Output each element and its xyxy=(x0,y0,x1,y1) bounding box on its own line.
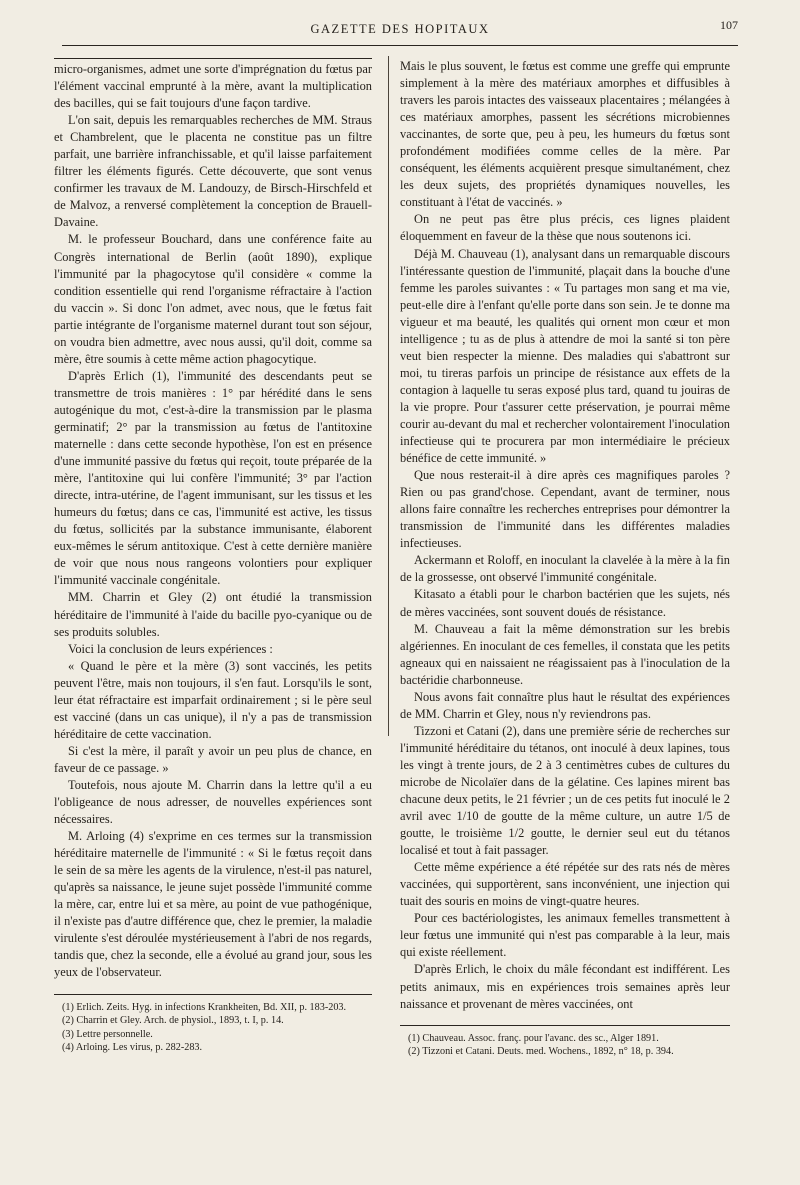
paragraph: Pour ces bactériologistes, les animaux femelles transmettent à leur fœtus une immunité qui n'est pas comparable à la leur, mais qui existe réellement. xyxy=(400,911,730,960)
paragraph: Toutefois, nous ajoute M. Charrin dans la lettre qu'il a eu l'obligeance de nous adresser, de nouvelles expériences sont nécessaires. xyxy=(54,777,372,827)
paragraph: M. Chauveau a fait la même démonstration sur les brebis algériennes. En inoculant de ces femelles, il constata que les petits agneaux qui en naissaient ne réagissaient pas à l'inoculation de la bactéridie charbonneuse. xyxy=(400,621,730,687)
paragraph: micro-organismes, admet une sorte d'imprégnation du fœtus par l'élément vaccinal emprunté à la mère, avant la multiplication des bacilles, qui se fait toujours d'une façon tardive. xyxy=(54,62,372,111)
footnote: (2) Tizzoni et Catani. Deuts. med. Wochens., 1892, n° 18, p. 394. xyxy=(408,1046,674,1058)
footnote: (1) Chauveau. Assoc. franç. pour l'avanc. des sc., Alger 1891. xyxy=(408,1032,659,1044)
header-rule xyxy=(62,45,738,46)
paragraph: Nous avons fait connaître plus haut le résultat des expériences de MM. Charrin et Gley, nous n'y reviendrons pas. xyxy=(400,689,730,721)
paragraph: Mais le plus souvent, le fœtus est comme une greffe qui emprunte simplement à la mère des matériaux amorphes et diffusibles à travers les parois intactes des vaisseaux placentaires ; mélangées à ces matériaux amorphes, passent les sécrétions microbiennes vaccinantes, de sorte que, peu à peu, les humeurs du fœtus sont profondément modifiées comme celles de la mère. Par conséquent, les éléments acquièrent presque simultanément, chez les deux sujets, des propriétés dynamiques nouvelles, les constituant à l'état de vaccinés. » xyxy=(400,59,730,210)
footnote-rule xyxy=(54,994,372,995)
paragraph: M. le professeur Bouchard, dans une conférence faite au Congrès international de Berlin (août 1890), explique l'immunité par la phagocytose qu'il considère « comme la condition essentielle qui rend l'organisme réfractaire à l'action du vaccin ». Si donc l'on admet, avec nous, que le fœtus fait partie intégrante de l'organisme maternel durant tout son séjour, on voudra bien admettre, avec nous aussi, qu'il doit, comme sa mère, être soumis à cette même action phagocytique. xyxy=(54,232,372,366)
left-column xyxy=(54,58,372,1148)
paragraph: Ackermann et Roloff, en inoculant la clavelée à la mère à la fin de la grossesse, ont observé l'immunité congénitale. xyxy=(400,553,730,585)
column-top-rule xyxy=(54,58,372,59)
paragraph: « Quand le père et la mère (3) sont vaccinés, les petits peuvent l'être, mais non toujours, il s'en faut. Lorsqu'ils le sont, leur état réfractaire est imparfait ordinairement ; si le père seul est vacciné (dans un cas unique), il n'y a pas de transmission héréditaire de cette vaccination. xyxy=(54,658,372,741)
footnote-rule xyxy=(400,1025,730,1026)
page-header xyxy=(0,16,800,48)
footnotes-right xyxy=(400,1032,730,1059)
page-number: 107 xyxy=(720,18,738,32)
column-divider xyxy=(388,56,389,736)
running-title: GAZETTE DES HOPITAUX xyxy=(310,22,490,36)
paragraph: L'on sait, depuis les remarquables recherches de MM. Straus et Chambrelent, que le placenta ne constitue pas un filtre parfait, une barrière infranchissable, et qu'il laisse parfaitement filtrer les éléments figurés. Cette découverte, que sont venus confirmer les travaux de M. Landouzy, de Birsch-Hirschfeld et de Malvoz, a renversé complètement la conception de Brauell-Davaine. xyxy=(54,113,372,230)
paragraph: MM. Charrin et Gley (2) ont étudié la transmission héréditaire de l'immunité à l'aide du bacille pyo-cyanique ou de ses produits solubles. xyxy=(54,590,372,639)
paragraph: Kitasato a établi pour le charbon bactérien que les sujets, nés de mères vaccinées, sont souvent doués de résistance. xyxy=(400,587,730,619)
paragraph: Tizzoni et Catani (2), dans une première série de recherches sur l'immunité héréditaire du tétanos, ont inoculé à deux lapines, tous les vingt à trente jours, de 2 à 3 centimètres cubes de cultures du microbe de Nicolaïer dans de la gélatine. Ces lapines mirent bas chacune deux petits, le 21 février ; un de ces petits fut inoculé le 2 avril avec 1/10 de goutte de la même culture, un autre 1/5 de goutte, le troisième 1/2 goutte, le dernier seul eut du tétanos localisé et tout à fait passager. xyxy=(400,723,730,858)
paragraph: D'après Erlich (1), l'immunité des descendants peut se transmettre de trois manières : 1° par hérédité dans le sens autogénique du mot, c'est-à-dire la transmission par le plasma germinatif; 2° par la transmission au fœtus de l'antitoxine maternelle : dans cette seconde hypothèse, l'on est en présence d'une immunité passive du fœtus qui reçoit, toute préparée de la mère, l'antitoxine qui lui confère l'immunité; 3° par l'action directe, intra-utérine, de l'agent immunisant, sur les tissus et les humeurs du fœtus; dans ce cas, l'immunité est active, les tissus du fœtus, sollicités par la substance immunisante, élaborent eux-mêmes le sérum antitoxique. C'est à cette dernière manière de voir que nous nous rangeons volontiers pour expliquer l'immunité vaccinale congénitale. xyxy=(54,368,372,588)
paragraph: Que nous resterait-il à dire après ces magnifiques paroles ? Rien ou pas grand'chose. Cependant, avant de terminer, nous allons faire connaître les recherches entreprises pour démontrer la transmission de l'immunité dans les différentes maladies infectieuses. xyxy=(400,468,730,551)
footnote: (1) Erlich. Zeits. Hyg. in infections Krankheiten, Bd. XII, p. 183-203. xyxy=(62,1001,347,1013)
footnote: (3) Lettre personnelle. xyxy=(62,1028,153,1040)
paragraph: Déjà M. Chauveau (1), analysant dans un remarquable discours l'intéressante question de l'immunité, plaçait dans la bouche d'une femme les paroles suivantes : « Tu partages mon sang et ma vie, peut-elle dire à l'enfant qu'elle porte dans son sein. Je te donne ma vigueur et ma beauté, les qualités qui ornent mon cœur et mon intelligence ; tu as de plus à attendre de moi la santé si ton père veut bien respecter la mienne. Des maladies qui s'abattront sur moi, tu tireras parfois un principe de résistance aux effets de la contagion à laquelle tu seras exposé plus tard, quand tu jouiras de la vie propre. Pour t'assurer cette préservation, je pourrai même courir au-devant du mal et rechercher volontairement l'inoculation infectieuse qui te procurera par mon intermédiaire le précieux bénéfice de cette immunité. » xyxy=(400,246,730,466)
footnote: (2) Charrin et Gley. Arch. de physiol., 1893, t. I, p. 14. xyxy=(62,1015,284,1027)
paragraph: M. Arloing (4) s'exprime en ces termes sur la transmission héréditaire maternelle de l'immunité : « Si le fœtus reçoit dans le sein de sa mère les agents de la virulence, n'est-il pas naturel, qu'après sa naissance, le jeune sujet possède l'immunité comme la mère, car, entre lui et sa mère, au point de vue pathogénique, il n'existe pas d'autre différence que, chez le premier, la maladie virulente s'est déroulée mystérieusement à l'abri de nos regards, tandis que, chez la seconde, elle a évolué au grand jour, sous les yeux de l'observateur. xyxy=(54,829,372,980)
right-column xyxy=(400,58,730,1148)
footnotes-left xyxy=(54,1001,372,1055)
paragraph: D'après Erlich, le choix du mâle fécondant est indifférent. Les petits animaux, mis en expériences trois semaines après leur naissance et provenant de mères vaccinées, ont xyxy=(400,962,730,1011)
paragraph: Cette même expérience a été répétée sur des rats nés de mères vaccinées, qui supportèrent, sans inconvénient, une injection qui tuait des souris en moins de vingt-quatre heures. xyxy=(400,860,730,909)
paragraph: Voici la conclusion de leurs expériences : xyxy=(68,641,273,656)
footnote: (4) Arloing. Les virus, p. 282-283. xyxy=(62,1042,203,1054)
paragraph: On ne peut pas être plus précis, ces lignes plaident éloquemment en faveur de la thèse que nous soutenons ici. xyxy=(400,212,730,244)
paragraph: Si c'est la mère, il paraît y avoir un peu plus de chance, en faveur de ce passage. » xyxy=(54,743,372,775)
